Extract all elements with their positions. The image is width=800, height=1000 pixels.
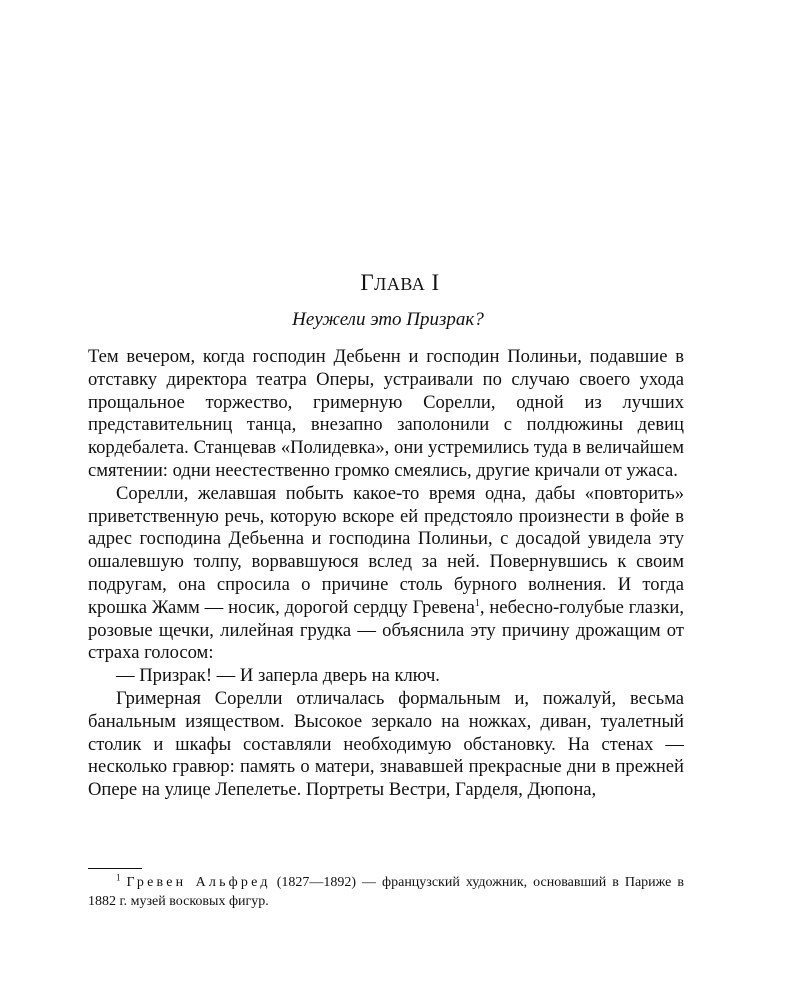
footnote — [88, 873, 684, 911]
paragraph: Тем вечером, когда господин Дебьенн и господин Полиньи, подавшие в отставку директора театра Оперы, устраивали по случаю своего ухода прощальное торжество, гримерную Сорелли, одной из лучших представительниц танца, внезапно заполонили с полдюжины девиц кордебалета. Станцевав «Полидевка», они устремились туда в величайшем смятении: одни неестественно громко смеялись, другие кричали от ужаса. — [88, 346, 684, 481]
footnote-name: Гревен Альфред — [126, 875, 271, 890]
paragraph: Гримерная Сорелли отличалась формальным и, пожалуй, весьма банальным изяществом. Высокое зеркало на ножках, диван, туалетный столик и шкафы составляли необходимую обстановку. На стенах — несколько гравюр: память о матери, знававшей прекрасные дни в прежней Опере на улице Лепелетье. Портреты Вестри, Гарделя, Дюпона, — [88, 687, 684, 801]
paragraph-text: Сорелли, желавшая побыть какое-то время одна, дабы «повторить» приветственную речь, которую вскоре ей предстояло произнести в фойе в адрес господина Дебьенна и господина Полиньи, с досадой увидела эту ошалевшую толпу, ворвавшуюся вслед за ней. Повернувшись к своим подругам, она спросила о причине столь бурного волнения. И тогда крошка Жамм — носик, дорогой сердцу Гревена — [88, 482, 684, 618]
footnote-text: (1827—1892) — французский художник, основавший в Париже в 1882 г. музей восковых фигур. — [88, 875, 684, 909]
chapter-title-initial: Г — [360, 270, 375, 295]
chapter-title-rest: ЛАВА — [374, 274, 426, 294]
paragraph — [88, 483, 684, 665]
footnote-mark: 1 — [116, 872, 121, 883]
paragraph: — Призрак! — И заперла дверь на ключ. — [116, 665, 440, 687]
body-text — [88, 346, 684, 802]
chapter-title — [0, 268, 800, 299]
footnote-divider — [88, 868, 142, 869]
footnote-reference: 1 — [474, 597, 480, 609]
chapter-number: I — [431, 270, 440, 295]
paragraph-text: , небесно-голубые глазки, розовые щечки, лилейная грудка — объяснила эту причину дрожащим от страха голосом: — [88, 596, 684, 664]
chapter-subtitle: Неужели это Призрак? — [292, 309, 484, 330]
